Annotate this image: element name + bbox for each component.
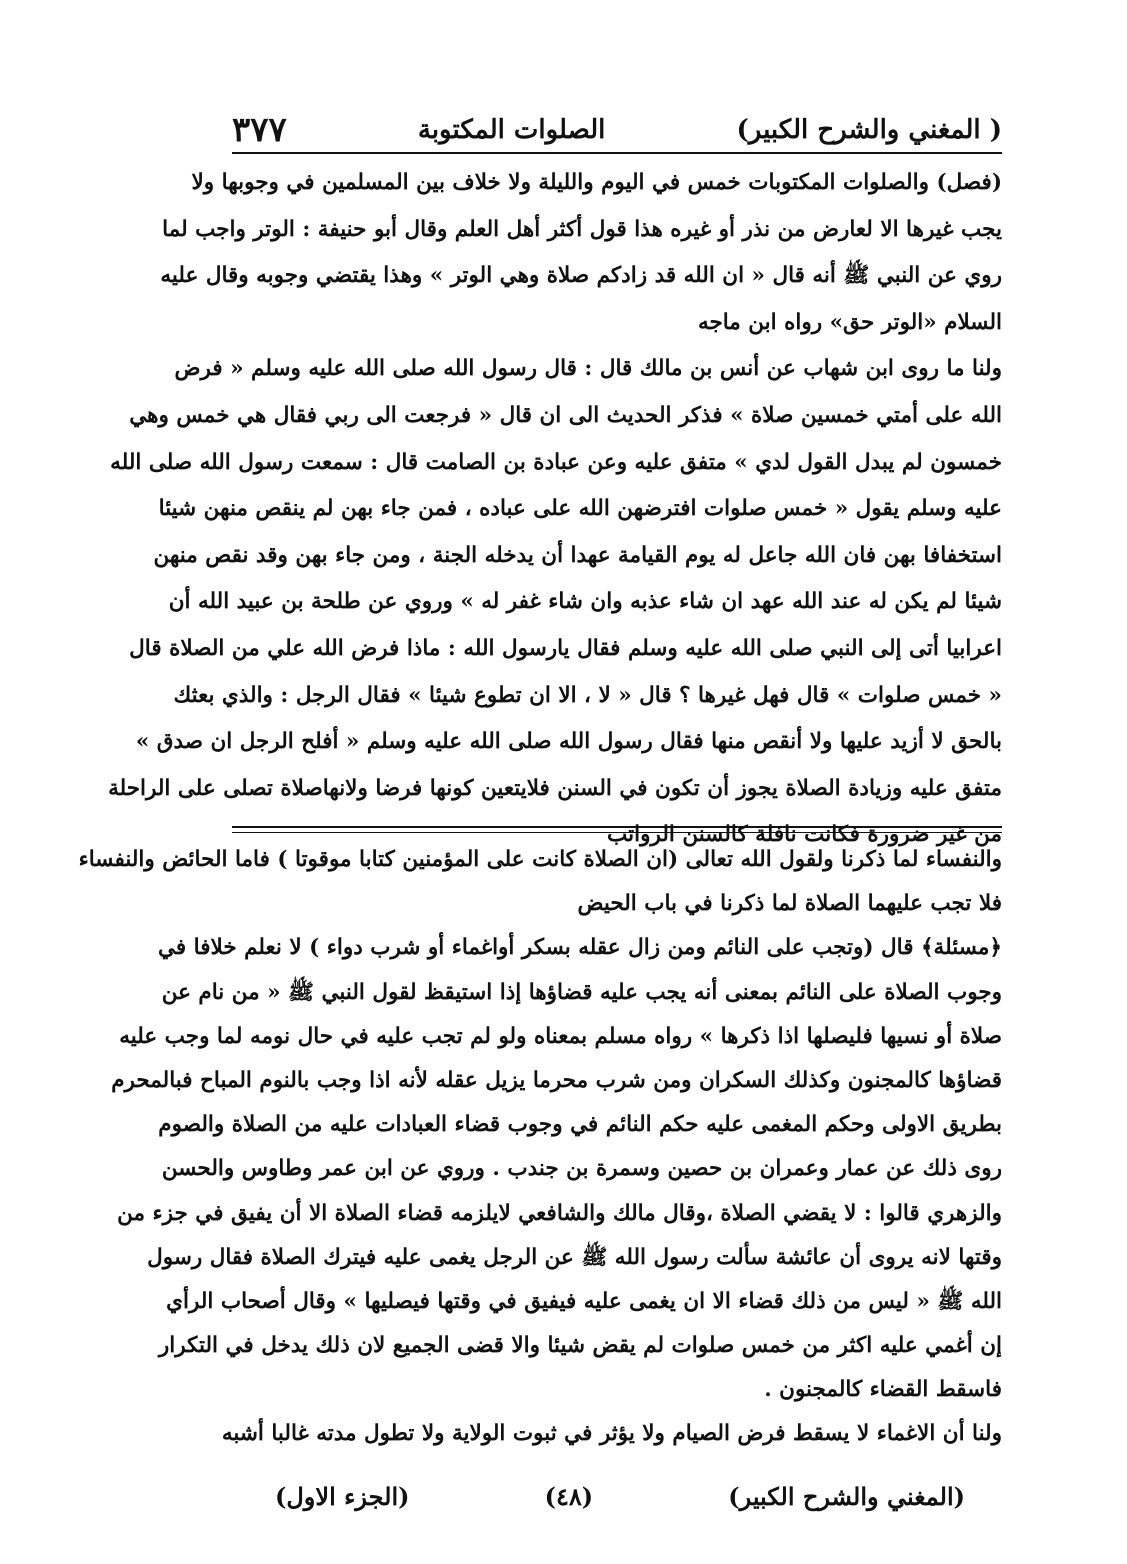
text-line: روي عن النبي ﷺ أنه قال « ان الله قد زادكم صلاة وهي الوتر » وهذا يقتضي وجوبه وقال عليه (160, 263, 1002, 289)
text-line: متفق عليه وزيادة الصلاة يجوز أن تكون في السنن فلايتعين كونها فرضا ولانهاصلاة تصلى على الراحلة (108, 775, 1002, 801)
footer-book-title: (المغني والشرح الكبير) (728, 1481, 965, 1511)
text-line: روى ذلك عن عمار وعمران بن حصين وسمرة بن جندب . وروي عن ابن عمر وطاوس والحسن (161, 1156, 1002, 1182)
text-line: قضاؤها كالمجنون وكذلك السكران ومن شرب محرما يزيل عقله لأنه اذا وجب بالنوم المباح فبالمحرم (111, 1067, 1002, 1093)
text-line: (فصل) والصلوات المكتوبات خمس في اليوم والليلة ولا خلاف بين المسلمين في وجوبها ولا (191, 170, 1002, 195)
text-line: ﴿مسئلة﴾ قال (وتجب على النائم ومن زال عقله بسكر أواغماء أو شرب دواء ) لا نعلم خلافا في (157, 935, 1002, 961)
text-line: خمسون لم يبدل القول لدي » متفق عليه وعن عبادة بن الصامت قال : سمعت رسول الله صلى الله (110, 449, 1002, 475)
text-line: إن أغمي عليه اكثر من خمس صلوات لم يقض شيئا والا قضى الجميع لان ذلك يدخل في التكرار (158, 1333, 1002, 1359)
text-line: فلا تجب عليهما الصلاة لما ذكرنا في باب الحيض (577, 891, 1002, 917)
running-chapter-title: الصلوات المكتوبة (417, 115, 606, 145)
text-line: ولنا ما روى ابن شهاب عن أنس بن مالك قال : قال رسول الله صلى الله عليه وسلم « فرض (174, 356, 1002, 382)
text-line: صلاة أو نسيها فليصلها اذا ذكرها » رواه مسلم بمعناه ولو لم تجب عليه في حال نومه لما وجب عليه (119, 1023, 1002, 1049)
text-line: فاسقط القضاء كالمجنون . (764, 1377, 1002, 1403)
text-line: يجب غيرها الا لعارض من نذر أو غيره هذا قول أكثر أهل العلم وقال أبو حنيفة : الوتر واجب لما (162, 216, 1002, 242)
text-line: عليه وسلم يقول « خمس صلوات افترضهن الله على عباده ، فمن جاء بهن لم ينقص منهن شيئا (158, 496, 1002, 522)
text-line: وقتها لانه يروى أن عائشة سألت رسول الله ﷺ عن الرجل يغمى عليه فيترك الصلاة فقال رسول (147, 1244, 1002, 1270)
commentary-text (78, 838, 1002, 1457)
page-header (232, 108, 1002, 154)
footer-sheet-number: (٤٨) (544, 1481, 594, 1511)
text-line: اعرابيا أتى إلى النبي صلى الله عليه وسلم فقال يارسول الله : ماذا فرض الله علي من الصلاة قال (129, 635, 1002, 661)
text-line: وجوب الصلاة على النائم بمعنى أنه يجب عليه قضاؤها إذا استيقظ لقول النبي ﷺ « من نام عن (161, 979, 1002, 1005)
text-line: السلام «الوتر حق» رواه ابن ماجه (697, 309, 1002, 335)
text-line: بالحق لا أزيد عليها ولا أنقص منها فقال رسول الله صلى الله عليه وسلم « أفلح الرجل ان صدق » (135, 729, 1002, 755)
footer-volume: (الجزء الاول) (275, 1481, 410, 1511)
running-book-title: ( المغني والشرح الكبير) (736, 115, 1002, 145)
text-line: والزهري قالوا : لا يقضي الصلاة ،وقال مالك والشافعي لايلزمه قضاء الصلاة الا أن يفيق في جزء من (117, 1200, 1002, 1226)
text-line: بطريق الاولى وحكم المغمى عليه حكم النائم في وجوب قضاء العبادات عليه من الصلاة والصوم (158, 1112, 1002, 1138)
main-text (108, 160, 1002, 859)
page-footer (275, 1476, 965, 1516)
text-line: استخفافا بهن فان الله جاعل له يوم القيامة عهدا أن يدخله الجنة ، ومن جاء بهن وقد نقص منهن (153, 542, 1002, 568)
text-line: « خمس صلوات » قال فهل غيرها ؟ قال « لا ، الا ان تطوع شيئا » فقال الرجل : والذي بعثك (173, 682, 1002, 708)
section-divider (232, 826, 1002, 833)
page-number: ٣٧٧ (232, 110, 287, 150)
text-line: الله على أمتي خمسين صلاة » فذكر الحديث الى ان قال « فرجعت الى ربي فقال هي خمس وهي (129, 402, 1002, 428)
text-line: من غير ضرورة فكانت نافلة كالسنن الرواتب (607, 822, 1002, 848)
text-line: والنفساء لما ذكرنا ولقول الله تعالى (ان الصلاة كانت على المؤمنين كتابا موقوتا ) فاما الحائض والنفساء (78, 847, 1002, 872)
text-line: شيئا لم يكن له عند الله عهد ان شاء عذبه وان شاء غفر له » وروي عن طلحة بن عبيد الله أن (168, 589, 1002, 615)
text-line: ولنا أن الاغماء لا يسقط فرض الصيام ولا يؤثر في ثبوت الولاية ولا تطول مدته غالبا أشبه (221, 1421, 1002, 1447)
text-line: الله ﷺ « ليس من ذلك قضاء الا ان يغمى عليه فيفيق في وقتها فيصليها » وقال أصحاب الرأي (166, 1288, 1002, 1314)
